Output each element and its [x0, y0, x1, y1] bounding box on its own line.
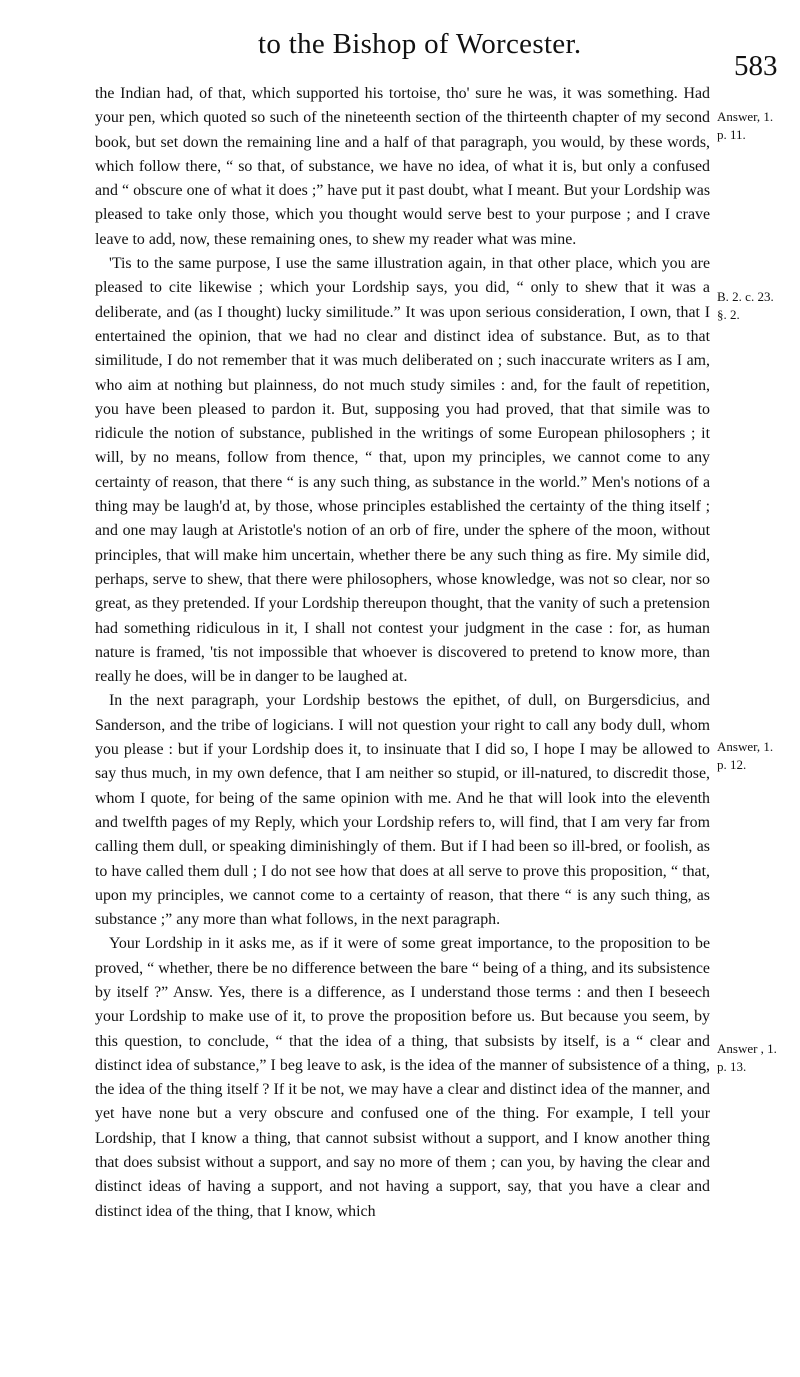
margin-note-page: p. 13.: [717, 1059, 747, 1074]
paragraph: 'Tis to the same purpose, I use the same illustration again, in that other place, which you are pleased to cite likewise ; which your Lordship says, you did, “ only to shew that it was a deliberate, and (as I thought) lucky similitude.” It was upon serious consideration, I own, that I entertained the opinion, that we had no clear and distinct idea of substance. But, as to that similitude, I do not remember that it was much deliberated on ; such inaccurate writers as I am, who aim at nothing but plainness, do not much study similes : and, for the fault of repetition, you have been pleased to pardon it. But, supposing you had proved, that that simile was to ridicule the notion of substance, published in the writings of some European philosophers ; it will, by no means, follow from thence, “ that, upon my principles, we cannot come to any certainty of reason, that there “ is any such thing, as substance in the world.” Men's notions of a thing may be laugh'd at, by those, whose principles established the certainty of the thing itself ; and one may laugh at Aristotle's notion of an orb of fire, under the sphere of the moon, without principles, that will make him uncertain, whether there be any such thing as fire. My simile did, perhaps, serve to shew, that there were philosophers, whose knowledge, was not so clear, nor so great, as they pretended. If your Lordship thereupon thought, that the vanity of such a pretension had something ridiculous in it, I shall not contest your judgment in the case : for, as human nature is framed, 'tis not impossible that whoever is discovered to pretend to know more, than really he does, will be in danger to be laughed at.: [95, 255, 710, 686]
margin-note-page: §. 2.: [717, 307, 740, 322]
paragraph: Your Lordship in it asks me, as if it were of some great importance, to the proposition to be proved, “ whether, there be no difference between the bare “ being of a thing, and its subsistence by itself ?” Answ. Yes, there is a difference, as I understand those terms : and then I beseech your Lordship to make use of it, to prove the proposition before us. But because you seem, by this question, to conclude, “ that the idea of a thing, that subsists by itself, is a “ clear and distinct idea of substance,” I beg leave to ask, is the idea of the manner of subsistence of a thing, the idea of the thing itself ? If it be not, we may have a clear and distinct idea of the manner, and yet have none but a very obscure and confused one of the thing. For example, I tell your Lordship, that I know a thing, that cannot subsist without a support, and I know another thing that does subsist without a support, and say no more of them ; can you, by having the clear and distinct ideas of having a support, and not having a support, say, that you have a clear and distinct idea of the thing, that I know, which: [95, 935, 710, 1220]
margin-note: [717, 288, 797, 324]
page-header: [0, 28, 800, 82]
margin-note: [717, 738, 797, 774]
margin-note-source: B. 2. c. 23.: [717, 289, 774, 304]
margin-note: [717, 108, 797, 144]
margin-note: [717, 1040, 797, 1076]
page-number: 583: [734, 50, 778, 82]
running-title: to the Bishop of Worcester.: [258, 28, 582, 60]
paragraph: In the next paragraph, your Lordship bestows the epithet, of dull, on Burgersdicius, and Sanderson, and the tribe of logicians. I will not question your right to call any body dull, whom you please : but if your Lordship does it, to insinuate that I did so, I hope I may be allowed to say thus much, in my own defence, that I am neither so stupid, or ill-natured, to discredit those, whom I quote, for being of the same opinion with me. And he that will look into the eleventh and twelfth pages of my Reply, which your Lordship refers to, will find, that I am very far from calling them dull, or speaking diminishingly of them. But if I had been so ill-bred, or foolish, as to have called them dull ; I do not see how that does at all serve to prove this proposition, “ that, upon my principles, we cannot come to a certainty of reason, that there “ is any such thing, as substance ;” any more than what follows, in the next paragraph.: [95, 692, 710, 929]
margin-note-source: Answer, 1.: [717, 739, 774, 754]
paragraph: the Indian had, of that, which supported his tortoise, tho' sure he was, it was something. Had your pen, which quoted so such of the nineteenth section of the thirteenth chapter of my second book, but set down the remaining line and a half of that paragraph, you would, by these words, which follow there, “ so that, of substance, we have no idea, of what it is, but only a confused and “ obscure one of what it does ;” have put it past doubt, what I meant. But your Lordship was pleased to take only those, which you thought would serve best to your purpose ; and I crave leave to add, now, these remaining ones, to shew my reader what was mine.: [95, 85, 710, 248]
margin-note-page: p. 12.: [717, 757, 747, 772]
body-text: [95, 82, 710, 1224]
margin-note-page: p. 11.: [717, 127, 746, 142]
margin-note-source: Answer , 1.: [717, 1041, 777, 1056]
margin-note-source: Answer, 1.: [717, 109, 774, 124]
